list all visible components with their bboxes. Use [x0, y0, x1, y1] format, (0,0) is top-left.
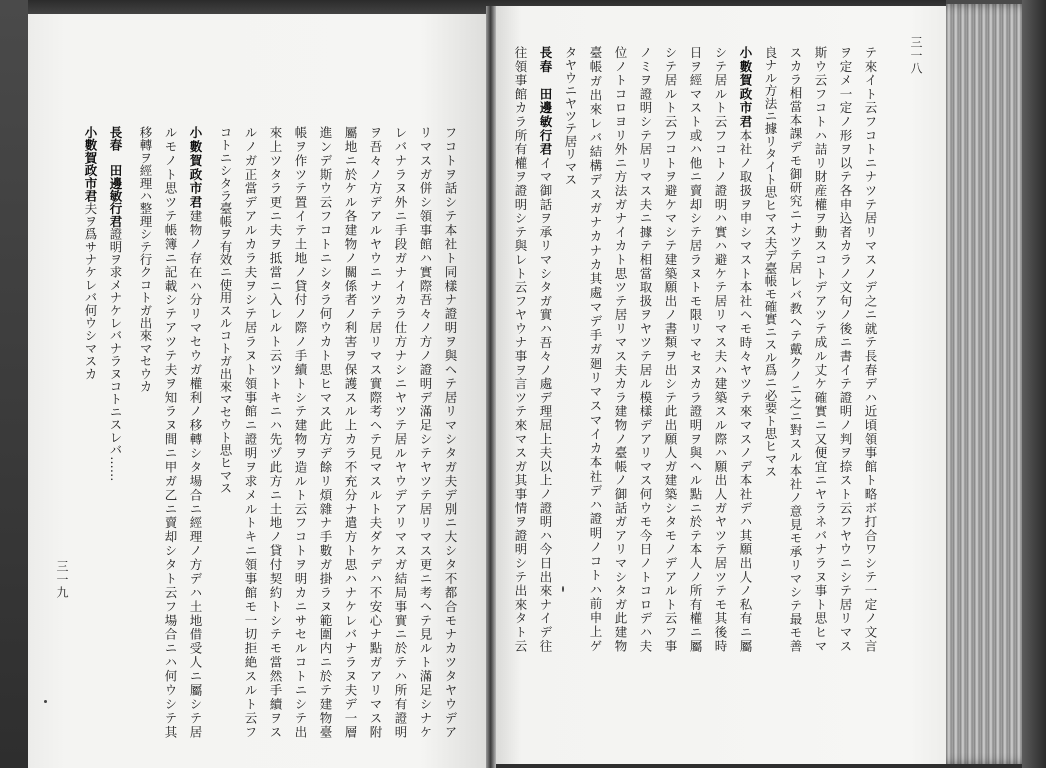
column-text: シテ居ルト云フコトヲ避ケマシテ建築願出ノ書類ヲ出シテ此出願人ガ建築シタモノデアルト云フ事	[663, 46, 678, 652]
scan-speck	[44, 700, 47, 703]
column-text: 往領事館カラ所有權ヲ證明シテ與レト云フヤウナ事ヲ言ツテ來マスガ其事情ヲ證明シテ出來タト云	[513, 46, 528, 652]
book-cover-edge	[1022, 0, 1046, 768]
right-page-text-column	[862, 46, 879, 652]
column-text: 臺帳ガ出來レバ結構デスガナカナカ其處マデ手ガ廻リマスマイカ本社デハ證明ノコトハ前申上ゲ	[588, 46, 603, 652]
left-page-text-column	[217, 126, 234, 738]
column-text: 斯ウ云フコトハ詰リ財産權ヲ動スコトデアツテ成ル丈ケ確實ニ又便宜ニヤラネバナラヌ事ト思ヒマ	[813, 46, 828, 652]
column-text: ルモノト思ツテ帳簿ニ記載シテアツテ夫ヲ知ラヌ間ニ甲ガ乙ニ賣却シタト云フ場合ニハ何ウシテ其	[163, 126, 178, 738]
column-text: 位ノトコロヨリ外ニ方法ガナイカト思ツテ居リマス夫カラ建物ノ臺帳ノ御話ガアリマシタガ此建物	[613, 46, 628, 652]
column-text: 夫ヲ爲サナケレバ何ウシマスカ	[83, 202, 98, 381]
left-page-text-column	[107, 126, 124, 738]
left-page-text-column	[267, 126, 284, 738]
left-page-text-column	[342, 126, 359, 738]
speaker-name: 長春 田邊敏行君	[108, 126, 123, 228]
column-text: ルノガ正當デアルカラ夫ヲシテ居ラヌト領事館ニ證明ヲ求メルトキニ領事館モ一切拒絶スルト云フ	[243, 126, 258, 738]
left-page-text-column	[162, 126, 179, 738]
speaker-name: 小數賀政市君	[188, 126, 203, 210]
column-text: テ來イト云フコトニナツテ居リマスノデ之ニ就テ長春デハ近頃領事館ト略ボ打合ワシテ一定ノ文言	[863, 46, 878, 652]
column-text: ヲ定メ一定ノ形ヲ以テ各申込者カラノ文句ノ後ニ書イテ證明ノ判ヲ捺スト云フヤウニシテ居リマス	[838, 46, 853, 652]
left-page-text-column	[82, 126, 99, 738]
column-text: ノミヲ證明シテ居リマス夫ニ據テ相當取扱ヲヤツテ居ル模樣デアリマス何ウモ今日ノトコロデハ夫	[638, 46, 653, 652]
left-page-text-column	[417, 126, 434, 738]
column-text: 移轉ヲ經理ハ整理シテ行クコトガ出來マセウカ	[138, 126, 153, 393]
column-text: イマ御話ヲ承リマシタガ實ハ吾々ノ處デ理屈上夫以上ノ證明ハ今日出來ナイデ往	[538, 156, 553, 652]
left-page-text-column	[187, 126, 204, 738]
right-page-text-column	[837, 46, 854, 652]
column-text: 建物ノ存在ハ分リマセウガ權利ノ移轉シタ場合ニ經理ノ方デハ土地借受人ニ屬シテ居	[188, 209, 203, 738]
book-gutter	[486, 6, 496, 768]
column-text: タヤウニヤツテ居リマス	[563, 46, 578, 186]
left-page-text-column	[442, 126, 459, 738]
right-page-text-column	[762, 46, 779, 652]
left-page-text-column	[242, 126, 259, 738]
speaker-name: 小數賀政市君	[83, 126, 98, 203]
right-page-text-column	[712, 46, 729, 652]
column-text: レバナラヌ外ニ手段ガナイカラ仕方ナシニヤツテ居ルヤウデアリマスガ結局事實ニ於テハ所有證明	[393, 126, 408, 738]
column-text: ヲ吾々ノ方デアルヤウニナツテ居リマス實際考ヘテ見マスルト夫ダケデハ不安心ナ點ガアリマス附	[368, 126, 383, 738]
column-text: スカラ相當本課デモ御研究ニナツテ居レバ教ヘテ戴クノニ之ニ對スル本社ノ意見モ承リマシテ最モ善	[788, 46, 803, 652]
right-page-text-column	[637, 46, 654, 652]
column-text: 屬地ニ於ケル各建物ノ關係者ノ利害ヲ保護スル上カラ不充分ナ遣方ト思ハナケレバナラヌ夫デ一層	[343, 126, 358, 738]
column-text: 進ンデ斯ウ云フコトニシタラ何ウカト思ヒマス此方デ餘リ煩雜ナ手數ガ掛ラヌ範圍内ニ於テ建物臺	[318, 126, 333, 738]
left-page-text-column	[292, 126, 309, 738]
left-page-text-column	[367, 126, 384, 738]
right-page-text-column	[812, 46, 829, 652]
column-text: コトニシタラ臺帳ヲ有效ニ使用スルコトガ出來マセウト思ヒマス	[218, 126, 233, 495]
right-page-text-column	[562, 46, 579, 652]
right-page-text-column	[537, 46, 554, 652]
right-page-text-column	[687, 46, 704, 652]
right-page-text-column	[587, 46, 604, 652]
column-text: シテ居ルト云フコトノ證明ハ實ハ避ケテ居リマス夫ハ建築スル際ハ願出人ガヤツテ居ツテモ其後時	[713, 46, 728, 652]
right-page-text-column	[787, 46, 804, 652]
speaker-name: 小數賀政市君	[738, 46, 753, 129]
right-page-number: 三一八	[909, 36, 923, 75]
left-page-text-column	[392, 126, 409, 738]
right-page-text-column	[612, 46, 629, 652]
left-page-number: 三一九	[55, 560, 69, 599]
column-text: 本社ノ取扱ヲ申シマスト本社ヘモ時々ヤツテ來マスノデ本社デハ其願出人ノ私有ニ屬	[738, 128, 753, 652]
column-text: 良ナル方法ニ據リタイト思ヒマス夫デ臺帳モ確實ニスル爲ニ必要ト思ヒマス	[763, 46, 778, 478]
left-page-text-column	[137, 126, 154, 738]
speaker-name: 長春 田邊敏行君	[538, 46, 553, 157]
left-page-text-column	[317, 126, 334, 738]
column-text: 日ヲ經マスト或ハ他ニ賣却シテ居ラヌトモ限リマセヌカラ證明ヲ與ヘル點ニ於テ本人ノ所有權ニ屬	[688, 46, 703, 652]
right-page-text-column	[662, 46, 679, 652]
right-page-text-column	[737, 46, 754, 652]
column-text: フコトヲ話シテ本社ト同樣ナ證明ヲ與ヘテ居リマシタガ夫デ別ニ大シタ不都合モナカツタヤウデア	[443, 126, 458, 738]
column-text: 證明ヲ求メナケレバナラヌコトニスレバ……	[108, 227, 123, 482]
right-page-text-column	[512, 46, 529, 652]
column-text: 來上ツタラ更ニ夫ヲ抵當ニ入レルト云ツトキニハ先ヅ此方ニ土地ノ貸付契約トシテモ當然手續ヲス	[268, 126, 283, 738]
column-text: リマスガ併シ領事館ハ實際吾々ノ方ノ證明デ滿足シテヤツテ居リマス更ニ考ヘテ見ルト滿足シナケ	[418, 126, 433, 738]
column-text: 帳ヲ作ツテ置イテ土地ノ貸付ノ際ノ手續トシテ建物ヲ造ルト云フコトヲ明カニサセルコトニシテ出	[293, 126, 308, 738]
